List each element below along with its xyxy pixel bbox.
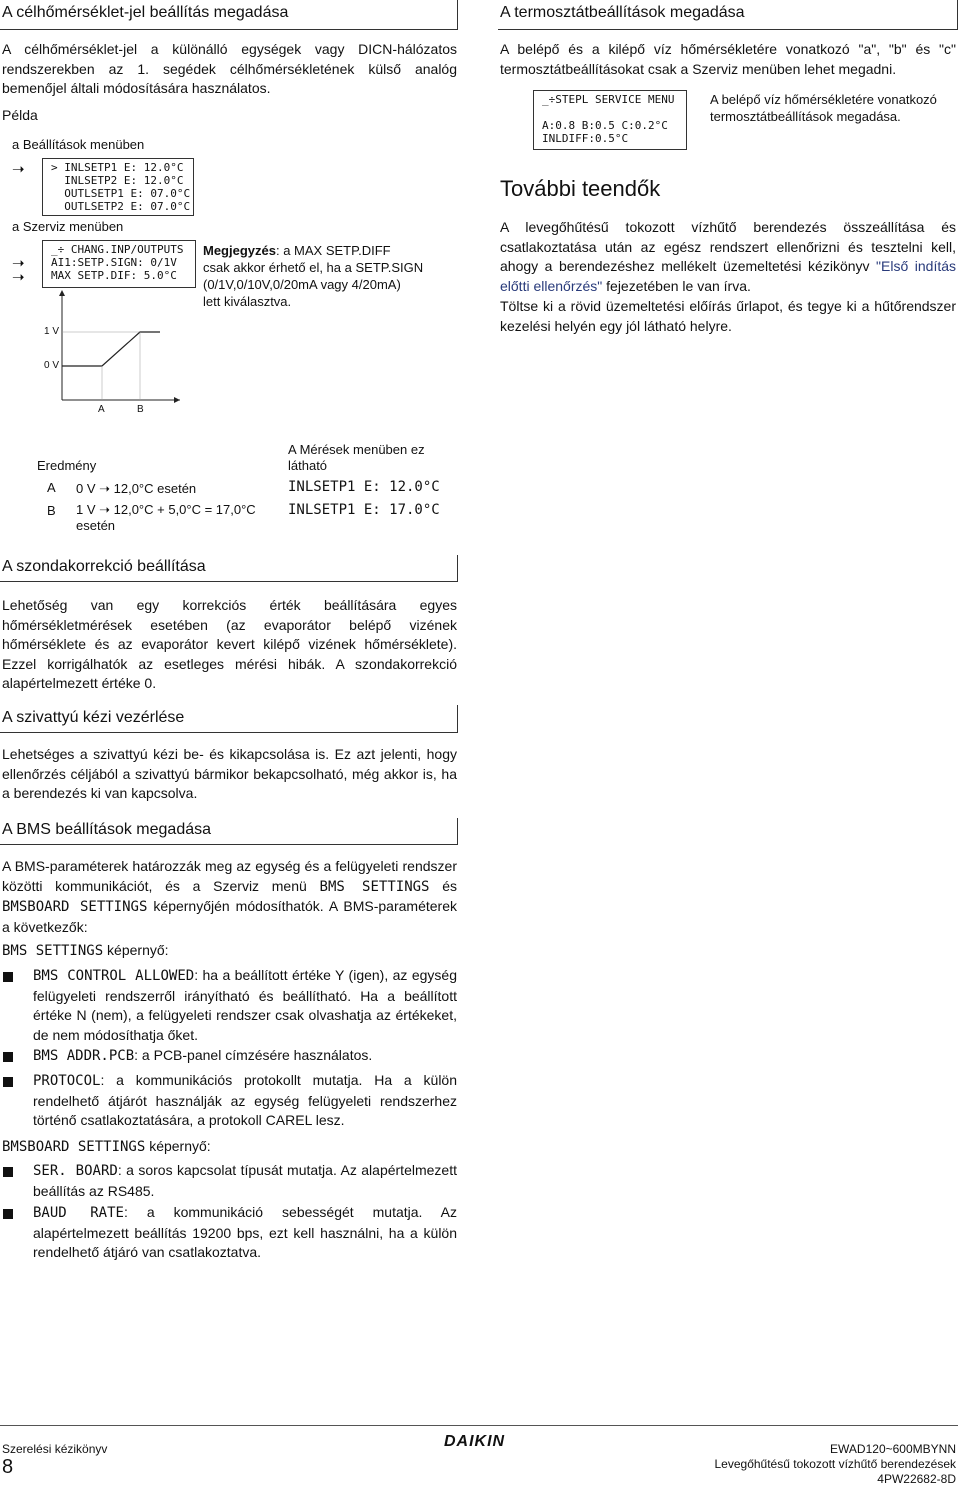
bullet-icon bbox=[3, 1052, 13, 1062]
footer-doc-type: Szerelési kézikönyv bbox=[2, 1442, 108, 1456]
bms-intro: A BMS-paraméterek határozzák meg az egység és a felügyeleti rendszer közötti kommunikációt, és a Szerviz menü BMS SETTINGS és BMSBOARD SETTINGS képernyőjén módosíthatók. A BMS-paraméterek a következők: bbox=[2, 858, 458, 935]
result-a-text: 0 V ➝ 12,0°C esetén bbox=[76, 481, 197, 496]
graph-label-1v: 1 V bbox=[44, 326, 60, 337]
section-title-setpoint-signal: A célhőmérséklet-jel beállítás megadása bbox=[2, 4, 289, 21]
daikin-logo: DAIKIN bbox=[444, 1433, 506, 1450]
settings-menu-label: a Beállítások menüben bbox=[12, 137, 145, 152]
voltage-graph bbox=[40, 290, 190, 415]
ser-board-item: SER. BOARD: a soros kapcsolat típusát mutatja. Az alapértelmezett beállítás az RS485. bbox=[33, 1162, 457, 1199]
service-lcd: _÷ CHANG.INP/OUTPUTS AI1:SETP.SIGN: 0/1V MAX SETP.DIF: 5.0°C bbox=[42, 240, 196, 288]
example-label: Példa bbox=[2, 107, 38, 123]
bms-control-allowed-item: BMS CONTROL ALLOWED: ha a beállított értéke Y (igen), az egység felügyeleti rendszerről irányítható és beállítható. Ha a beállított értéke N (nem), a felügyeleti rendszer csak olvashatja az értékeket, de nem módosíthatja őket. bbox=[33, 967, 457, 1043]
result-a-key: A bbox=[47, 480, 56, 495]
pump-control-body: Lehetséges a szivattyú kézi be- és kikapcsolása is. Ez azt jelenti, hogy ellenőrzés céljából a szivattyú bármikor bekapcsolható, még akkor is, ha a berendezés ki van kapcsolva. bbox=[2, 746, 457, 801]
bullet-icon bbox=[3, 1167, 13, 1177]
protocol-item: PROTOCOL: a kommunikációs protokollt mutatja. Ha a külön rendelhető átjárót használják az egység felügyeleti rendszerhez történő csatlakoztatására, a protokoll CAREL lesz. bbox=[33, 1072, 457, 1128]
graph-label-0v: 0 V bbox=[44, 360, 60, 371]
arrow-icon: ➝ bbox=[12, 269, 25, 286]
bullet-icon bbox=[3, 1209, 13, 1219]
footer-page-number: 8 bbox=[2, 1456, 14, 1478]
graph-label-a: A bbox=[98, 404, 105, 415]
bullet-icon bbox=[3, 1077, 13, 1087]
bmsboard-settings-screen-label: BMSBOARD SETTINGS képernyő: bbox=[2, 1138, 211, 1155]
further-steps-paragraph-2: Töltse ki a rövid üzemeltetési előírás űrlapot, és tegye ki a hűtőrendszer kezelési helyén egy jól látható helyre. bbox=[500, 298, 956, 334]
results-label: Eredmény bbox=[37, 458, 97, 473]
arrow-icon: ➝ bbox=[12, 255, 25, 272]
section-title-probe-correction: A szondakorrekció beállítása bbox=[2, 558, 206, 575]
result-b-text: 1 V ➝ 12,0°C + 5,0°C = 17,0°C esetén bbox=[76, 502, 256, 533]
section-title-bms: A BMS beállítások megadása bbox=[2, 821, 212, 838]
setpoint-intro: A célhőmérséklet-jel a különálló egységek vagy DICN-hálózatos rendszerekben az 1. segédek célhőmérsékletének külső analóg bemenőjel általi módosítására használatos. bbox=[2, 41, 457, 96]
section-title-pump-control: A szivattyú kézi vezérlése bbox=[2, 709, 185, 726]
settings-lcd: > INLSETP1 E: 12.0°C INLSETP2 E: 12.0°C OUTLSETP1 E: 07.0°C OUTLSETP2 E: 07.0°C bbox=[42, 158, 194, 216]
bms-settings-screen-label: BMS SETTINGS képernyő: bbox=[2, 942, 169, 959]
result-a-lcd: INLSETP1 E: 12.0°C bbox=[288, 479, 440, 495]
section-title-thermostat: A termosztátbeállítások megadása bbox=[500, 4, 745, 21]
bms-addr-pcb-item: BMS ADDR.PCB: a PCB-panel címzésére használatos. bbox=[33, 1047, 373, 1064]
probe-correction-body: Lehetőség van egy korrekciós érték beállítására egyes hőmérsékletmérések esetében (az evaporátor belépő vizének hőmérséklete és az evaporátor kevert kilépő vizének hőmérséklete). Ezzel korrigálhatók az esetleges mérési hibák. A szondakorrekció alapértelmezett értéke 0. bbox=[2, 597, 457, 691]
graph-label-b: B bbox=[137, 404, 144, 415]
result-b-lcd: INLSETP1 E: 17.0°C bbox=[288, 502, 440, 518]
footer-product-info: EWAD120~600MBYNN Levegőhűtésű tokozott vízhűtő berendezések 4PW22682-8D bbox=[714, 1442, 956, 1486]
thermostat-body: A belépő és a kilépő víz hőmérsékletére vonatkozó "a", "b" és "c" termosztátbeállításokat csak a Szerviz menüben lehet megadni. bbox=[500, 41, 956, 77]
thermostat-lcd: _÷STEPL SERVICE MENU A:0.8 B:0.5 C:0.2°C INLDIFF:0.5°C bbox=[533, 90, 687, 150]
arrow-icon: ➝ bbox=[12, 161, 25, 178]
baud-rate-item: BAUD RATE: a kommunikáció sebességét mutatja. Az alapértelmezett beállítás 19200 bps, ezt kell használni, ha a külön rendelhető átjáró van csatlakoztatva. bbox=[33, 1204, 457, 1260]
measure-label: A Mérések menüben ez látható bbox=[288, 442, 425, 473]
result-b-key: B bbox=[47, 503, 56, 518]
thermostat-caption: A belépő víz hőmérsékletére vonatkozó termosztátbeállítások megadása. bbox=[710, 92, 937, 124]
service-menu-label: a Szerviz menüben bbox=[12, 219, 124, 234]
section-title-further-steps: További teendők bbox=[500, 176, 661, 201]
first-startup-link[interactable]: "Első indítás előtti ellenőrzés" bbox=[500, 258, 957, 294]
bullet-icon bbox=[3, 972, 13, 982]
further-steps-paragraph-1: A levegőhűtésű tokozott vízhűtő berendezés összeállítása és csatlakoztatása után az egész rendszert ellenőrizni és tesztelni kell, ahogy a berendezéshez mellékelt üzemeltetési kézikönyv "Első indítás előtti ellenőrzés" fejezetében le van írva. bbox=[500, 219, 957, 294]
note-block: Megjegyzés: a MAX SETP.DIFF csak akkor érhető el, ha a SETP.SIGN (0/1V,0/10V,0/20mA vagy 4/20mA) lett kiválasztva. bbox=[203, 243, 424, 309]
